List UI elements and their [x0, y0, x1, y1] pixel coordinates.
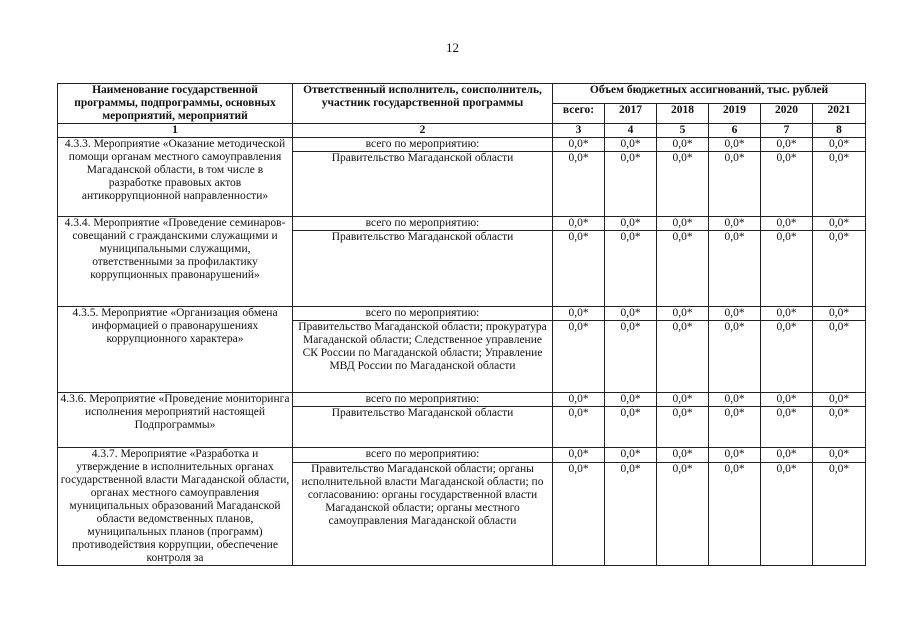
activity-name: 4.3.7. Мероприятие «Разработка и утверждение в исполнительных органах государственной власти Магаданской области, органах местного самоуправления муниципальных образований Магаданской области ведомственных планов, муниципальных планов (программ) противодействия коррупции, обеспечение контроля за — [58, 448, 293, 566]
table-row — [58, 138, 866, 152]
total-value: 0,0* — [553, 307, 605, 321]
total-value: 0,0* — [657, 307, 709, 321]
total-value: 0,0* — [605, 307, 657, 321]
total-value: 0,0* — [553, 138, 605, 152]
total-value: 0,0* — [657, 217, 709, 231]
total-value: 0,0* — [813, 448, 866, 463]
total-value: 0,0* — [761, 138, 813, 152]
executor-value: 0,0* — [553, 462, 605, 565]
total-value: 0,0* — [553, 448, 605, 463]
executor-value: 0,0* — [605, 462, 657, 565]
total-value: 0,0* — [605, 217, 657, 231]
header-name: Наименование государственной программы, подпрограммы, основных мероприятий, мероприятий — [58, 84, 293, 124]
executor-value: 0,0* — [709, 152, 761, 217]
executor-name: Правительство Магаданской области; органы исполнительной власти Магаданской области; по согласованию: органы государственной власти Магаданской области; органы местного самоуправления Магаданской области — [293, 462, 553, 565]
executor-value: 0,0* — [553, 321, 605, 393]
executor-value: 0,0* — [761, 321, 813, 393]
column-number: 7 — [761, 124, 813, 138]
executor-value: 0,0* — [605, 321, 657, 393]
header-year-2019: 2019 — [709, 104, 761, 124]
total-value: 0,0* — [709, 217, 761, 231]
total-value: 0,0* — [553, 217, 605, 231]
table-row — [58, 307, 866, 321]
total-value: 0,0* — [813, 217, 866, 231]
executor-value: 0,0* — [813, 231, 866, 307]
table-row — [58, 217, 866, 231]
executor-value: 0,0* — [761, 407, 813, 448]
column-number: 5 — [657, 124, 709, 138]
total-value: 0,0* — [605, 448, 657, 463]
total-value: 0,0* — [709, 448, 761, 463]
total-value: 0,0* — [813, 393, 866, 407]
executor-value: 0,0* — [657, 462, 709, 565]
header-year-2021: 2021 — [813, 104, 866, 124]
executor-value: 0,0* — [605, 231, 657, 307]
page-number: 12 — [446, 40, 459, 55]
executor-name: Правительство Магаданской области — [293, 231, 553, 307]
executor-value: 0,0* — [657, 152, 709, 217]
total-value: 0,0* — [657, 138, 709, 152]
executor-value: 0,0* — [709, 407, 761, 448]
activity-name: 4.3.6. Мероприятие «Проведение мониторинга исполнения мероприятий настоящей Подпрограммы» — [58, 393, 293, 448]
total-value: 0,0* — [657, 393, 709, 407]
total-value: 0,0* — [761, 307, 813, 321]
column-number: 8 — [813, 124, 866, 138]
total-value: 0,0* — [761, 217, 813, 231]
total-label: всего по мероприятию: — [293, 307, 553, 321]
total-value: 0,0* — [761, 393, 813, 407]
executor-value: 0,0* — [813, 321, 866, 393]
executor-value: 0,0* — [553, 407, 605, 448]
executor-value: 0,0* — [605, 152, 657, 217]
total-value: 0,0* — [813, 138, 866, 152]
total-value: 0,0* — [605, 138, 657, 152]
executor-value: 0,0* — [553, 152, 605, 217]
total-value: 0,0* — [709, 138, 761, 152]
column-number: 6 — [709, 124, 761, 138]
column-number: 1 — [58, 124, 293, 138]
executor-value: 0,0* — [709, 231, 761, 307]
header-year-2018: 2018 — [657, 104, 709, 124]
executor-value: 0,0* — [605, 407, 657, 448]
header-year-2017: 2017 — [605, 104, 657, 124]
budget-table — [57, 83, 866, 566]
executor-value: 0,0* — [813, 462, 866, 565]
column-numbers-row — [58, 124, 866, 138]
column-number: 3 — [553, 124, 605, 138]
executor-value: 0,0* — [813, 407, 866, 448]
executor-value: 0,0* — [709, 462, 761, 565]
executor-value: 0,0* — [761, 152, 813, 217]
total-label: всего по мероприятию: — [293, 217, 553, 231]
executor-value: 0,0* — [657, 407, 709, 448]
executor-value: 0,0* — [657, 231, 709, 307]
executor-name: Правительство Магаданской области — [293, 152, 553, 217]
executor-value: 0,0* — [709, 321, 761, 393]
header-executor: Ответственный исполнитель, соисполнитель, участник государственной программы — [293, 84, 553, 124]
executor-name: Правительство Магаданской области; прокуратура Магаданской области; Следственное управление СК России по Магаданской области; Управление МВД России по Магаданской области — [293, 321, 553, 393]
executor-value: 0,0* — [813, 152, 866, 217]
executor-value: 0,0* — [761, 462, 813, 565]
total-value: 0,0* — [605, 393, 657, 407]
table-row — [58, 448, 866, 463]
total-value: 0,0* — [657, 448, 709, 463]
column-number: 4 — [605, 124, 657, 138]
column-number: 2 — [293, 124, 553, 138]
activity-name: 4.3.4. Мероприятие «Проведение семинаров-совещаний с гражданскими служащими и муниципальными служащими, ответственными за профилактику коррупционных правонарушений» — [58, 217, 293, 307]
header-year-total: всего: — [553, 104, 605, 124]
total-value: 0,0* — [553, 393, 605, 407]
table-row — [58, 393, 866, 407]
total-label: всего по мероприятию: — [293, 448, 553, 463]
total-value: 0,0* — [709, 393, 761, 407]
executor-value: 0,0* — [553, 231, 605, 307]
executor-value: 0,0* — [657, 321, 709, 393]
executor-name: Правительство Магаданской области — [293, 407, 553, 448]
total-value: 0,0* — [813, 307, 866, 321]
total-value: 0,0* — [761, 448, 813, 463]
activity-name: 4.3.5. Мероприятие «Организация обмена информацией о правонарушениях коррупционного характера» — [58, 307, 293, 393]
total-label: всего по мероприятию: — [293, 138, 553, 152]
header-budget: Объем бюджетных ассигнований, тыс. рублей — [553, 84, 866, 104]
total-label: всего по мероприятию: — [293, 393, 553, 407]
activity-name: 4.3.3. Мероприятие «Оказание методической помощи органам местного самоуправления Магаданской области, в том числе в разработке правовых актов антикоррупционной направленности» — [58, 138, 293, 217]
total-value: 0,0* — [709, 307, 761, 321]
executor-value: 0,0* — [761, 231, 813, 307]
header-year-2020: 2020 — [761, 104, 813, 124]
